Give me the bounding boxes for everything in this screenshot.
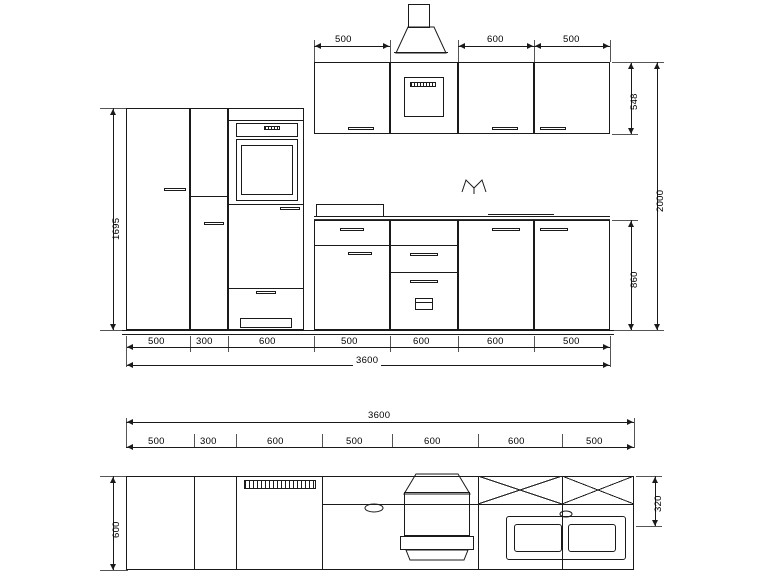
elev-bot-ext-2 <box>190 336 191 352</box>
hood-base-line <box>394 52 448 53</box>
drawer-divider-1 <box>390 245 458 246</box>
plan-overall-ext-2 <box>634 418 635 434</box>
plan-overall-arrow-b <box>627 419 633 425</box>
plan-overall-dim-line <box>126 422 634 423</box>
plan-sep-1 <box>194 476 195 570</box>
top-dim-arrow-1a <box>315 43 321 49</box>
oven-tower-handle <box>280 207 300 210</box>
top-dim-arrow-3b <box>603 43 609 49</box>
wall-h-arrow-top <box>628 63 634 69</box>
plan-appliance-door <box>400 536 474 550</box>
hood-canopy <box>396 27 446 53</box>
overall-h-arrow-bot <box>654 324 660 330</box>
wall-unit-right-handle <box>540 127 566 130</box>
top-dim-arrow-1b <box>383 43 389 49</box>
wall-unit-height-label: 548 <box>629 93 640 110</box>
base-unit-height-label: 860 <box>629 271 640 288</box>
elev-dim-label-7: 500 <box>563 336 580 347</box>
sink-rim-line <box>488 214 554 215</box>
plan-depth-arrow-bot <box>110 564 116 570</box>
plan-sep-3 <box>322 476 323 570</box>
plan-dim-label-4: 500 <box>346 436 363 447</box>
drawer-front-detail <box>415 298 433 310</box>
wall-h-ext-bot <box>612 134 638 135</box>
wall-unit-left[interactable] <box>314 62 390 134</box>
base-drawer-bank[interactable] <box>390 220 458 330</box>
drawer-divider-2 <box>390 272 458 273</box>
base-door-handle <box>540 228 568 231</box>
plan-hob <box>244 480 316 489</box>
plan-wt-arrow-top <box>652 477 658 483</box>
plan-sink-bowl-left <box>514 524 562 552</box>
wall-h-arrow-bot <box>628 128 634 134</box>
base-unit-500[interactable] <box>314 220 390 330</box>
plan-appliance-top-taper <box>404 474 470 494</box>
elev-bot-arrow-a <box>127 344 133 350</box>
elev-dim-label-6: 600 <box>487 336 504 347</box>
elev-overall-arrow-a <box>127 362 133 368</box>
top-dim-arrow-2a <box>459 43 465 49</box>
drawer-front-detail-line <box>415 302 433 303</box>
plan-tap-symbol <box>506 508 626 520</box>
base-h-arrow-top <box>628 221 634 227</box>
top-dim-ext-2 <box>390 40 391 62</box>
oven-window <box>241 145 293 195</box>
plan-depth-arrow-top <box>110 477 116 483</box>
plan-ext-4 <box>322 434 323 448</box>
base-door-unit[interactable] <box>534 220 610 330</box>
plan-wall-unit-cross-2 <box>562 476 634 504</box>
overall-h-arrow-top <box>654 63 660 69</box>
plan-ext-7 <box>562 434 563 448</box>
plan-sep-2 <box>236 476 237 570</box>
tall-h-arrow-bot <box>110 324 116 330</box>
base-sink-handle <box>492 228 520 231</box>
base-sink-unit[interactable] <box>458 220 534 330</box>
floor-line <box>122 330 614 331</box>
top-dim-label-2: 600 <box>487 34 504 45</box>
plan-wt-arrow-bot <box>652 520 658 526</box>
worktop-line <box>314 216 610 217</box>
top-dim-label-3: 500 <box>563 34 580 45</box>
wall-unit-left-handle <box>348 127 374 130</box>
elev-bot-ext-6 <box>458 336 459 352</box>
plan-ext-6 <box>478 434 479 448</box>
top-dim-line-3 <box>534 46 610 47</box>
top-dim-label-1: 500 <box>335 34 352 45</box>
plan-ext-2 <box>194 434 195 448</box>
plan-dim-label-2: 300 <box>200 436 217 447</box>
plan-dim-label-1: 500 <box>148 436 165 447</box>
oven-tower-lower-handle <box>256 291 276 294</box>
plan-dim-label-6: 600 <box>508 436 525 447</box>
elev-dim-label-1: 500 <box>148 336 165 347</box>
plan-ext-8 <box>634 434 635 448</box>
oven-tower-lower-line <box>228 288 304 289</box>
plan-appliance-handle <box>400 550 474 562</box>
hob-outline <box>316 204 384 216</box>
plan-chain-arrow-b <box>627 444 633 450</box>
elev-overall-ext-2 <box>610 347 611 367</box>
plan-sink-bowl-right <box>568 524 616 552</box>
overall-h-ext-bot <box>612 330 664 331</box>
elev-bot-ext-5 <box>390 336 391 352</box>
tall-narrow-unit[interactable] <box>190 108 228 330</box>
tall-narrow-handle <box>204 222 224 225</box>
plan-depth-label: 600 <box>111 521 122 538</box>
plan-wt-ext-bot <box>636 526 662 527</box>
elev-bot-ext-3 <box>228 336 229 352</box>
oven-tower-mid-line <box>228 204 304 205</box>
plan-view <box>0 400 770 578</box>
plan-ext-3 <box>236 434 237 448</box>
plan-fitting-left <box>330 498 390 518</box>
tap-icon <box>454 178 494 194</box>
elev-dim-label-5: 600 <box>413 336 430 347</box>
plan-overall-width-label: 3600 <box>365 410 393 421</box>
base-unit-500-handle-top <box>340 228 364 231</box>
elevation-overall-width-label: 3600 <box>353 355 381 366</box>
hood-chimney <box>408 4 430 28</box>
elev-dim-label-3: 600 <box>259 336 276 347</box>
plan-dim-label-5: 600 <box>424 436 441 447</box>
top-dim-arrow-3a <box>535 43 541 49</box>
elev-dim-label-2: 300 <box>196 336 213 347</box>
oven-display <box>264 126 280 130</box>
elev-bot-ext-7 <box>534 336 535 352</box>
wall-unit-mid[interactable] <box>458 62 534 134</box>
tall-larder-handle <box>164 188 186 191</box>
oven-tower-top-line <box>228 120 304 121</box>
elev-bot-arrow-b <box>603 344 609 350</box>
plan-appliance <box>404 492 470 536</box>
plan-wall-unit-cross-1 <box>478 476 562 504</box>
plan-chain-arrow-a <box>127 444 133 450</box>
plan-wt-ext-top <box>636 476 662 477</box>
wall-unit-right[interactable] <box>534 62 610 134</box>
tall-unit-height-label: 1695 <box>111 217 122 240</box>
top-dim-line-2 <box>458 46 534 47</box>
base-h-ext-top <box>612 220 638 221</box>
plinth-detail <box>240 318 292 328</box>
top-dim-ext-5 <box>610 40 611 62</box>
base-unit-500-handle <box>348 252 372 255</box>
base-h-arrow-bot <box>628 324 634 330</box>
plan-ext-5 <box>392 434 393 448</box>
elev-bot-dim-line <box>126 347 610 348</box>
elev-bot-ext-4 <box>314 336 315 352</box>
plan-dim-chain-line <box>126 447 634 448</box>
overall-height-label: 2000 <box>655 189 666 212</box>
elev-overall-arrow-b <box>603 362 609 368</box>
top-dim-line-1 <box>314 46 390 47</box>
plan-dim-label-7: 500 <box>586 436 603 447</box>
top-dim-arrow-2b <box>527 43 533 49</box>
tall-larder-unit[interactable] <box>126 108 190 330</box>
elev-overall-ext-1 <box>126 347 127 367</box>
plan-depth-ext-bot <box>100 570 128 571</box>
plan-overall-arrow-a <box>127 419 133 425</box>
drawer-handle-1 <box>410 253 438 256</box>
drawer-handle-2 <box>410 280 438 283</box>
plan-worktop-depth-label: 320 <box>653 495 664 512</box>
floor-line-2 <box>122 334 614 335</box>
elev-dim-label-4: 500 <box>341 336 358 347</box>
wall-unit-mid-handle <box>492 127 518 130</box>
plan-dim-label-3: 600 <box>267 436 284 447</box>
microwave-control-panel <box>410 82 436 87</box>
tall-h-arrow-top <box>110 109 116 115</box>
base-unit-500-divider <box>314 245 390 246</box>
tall-narrow-divider <box>190 196 228 197</box>
